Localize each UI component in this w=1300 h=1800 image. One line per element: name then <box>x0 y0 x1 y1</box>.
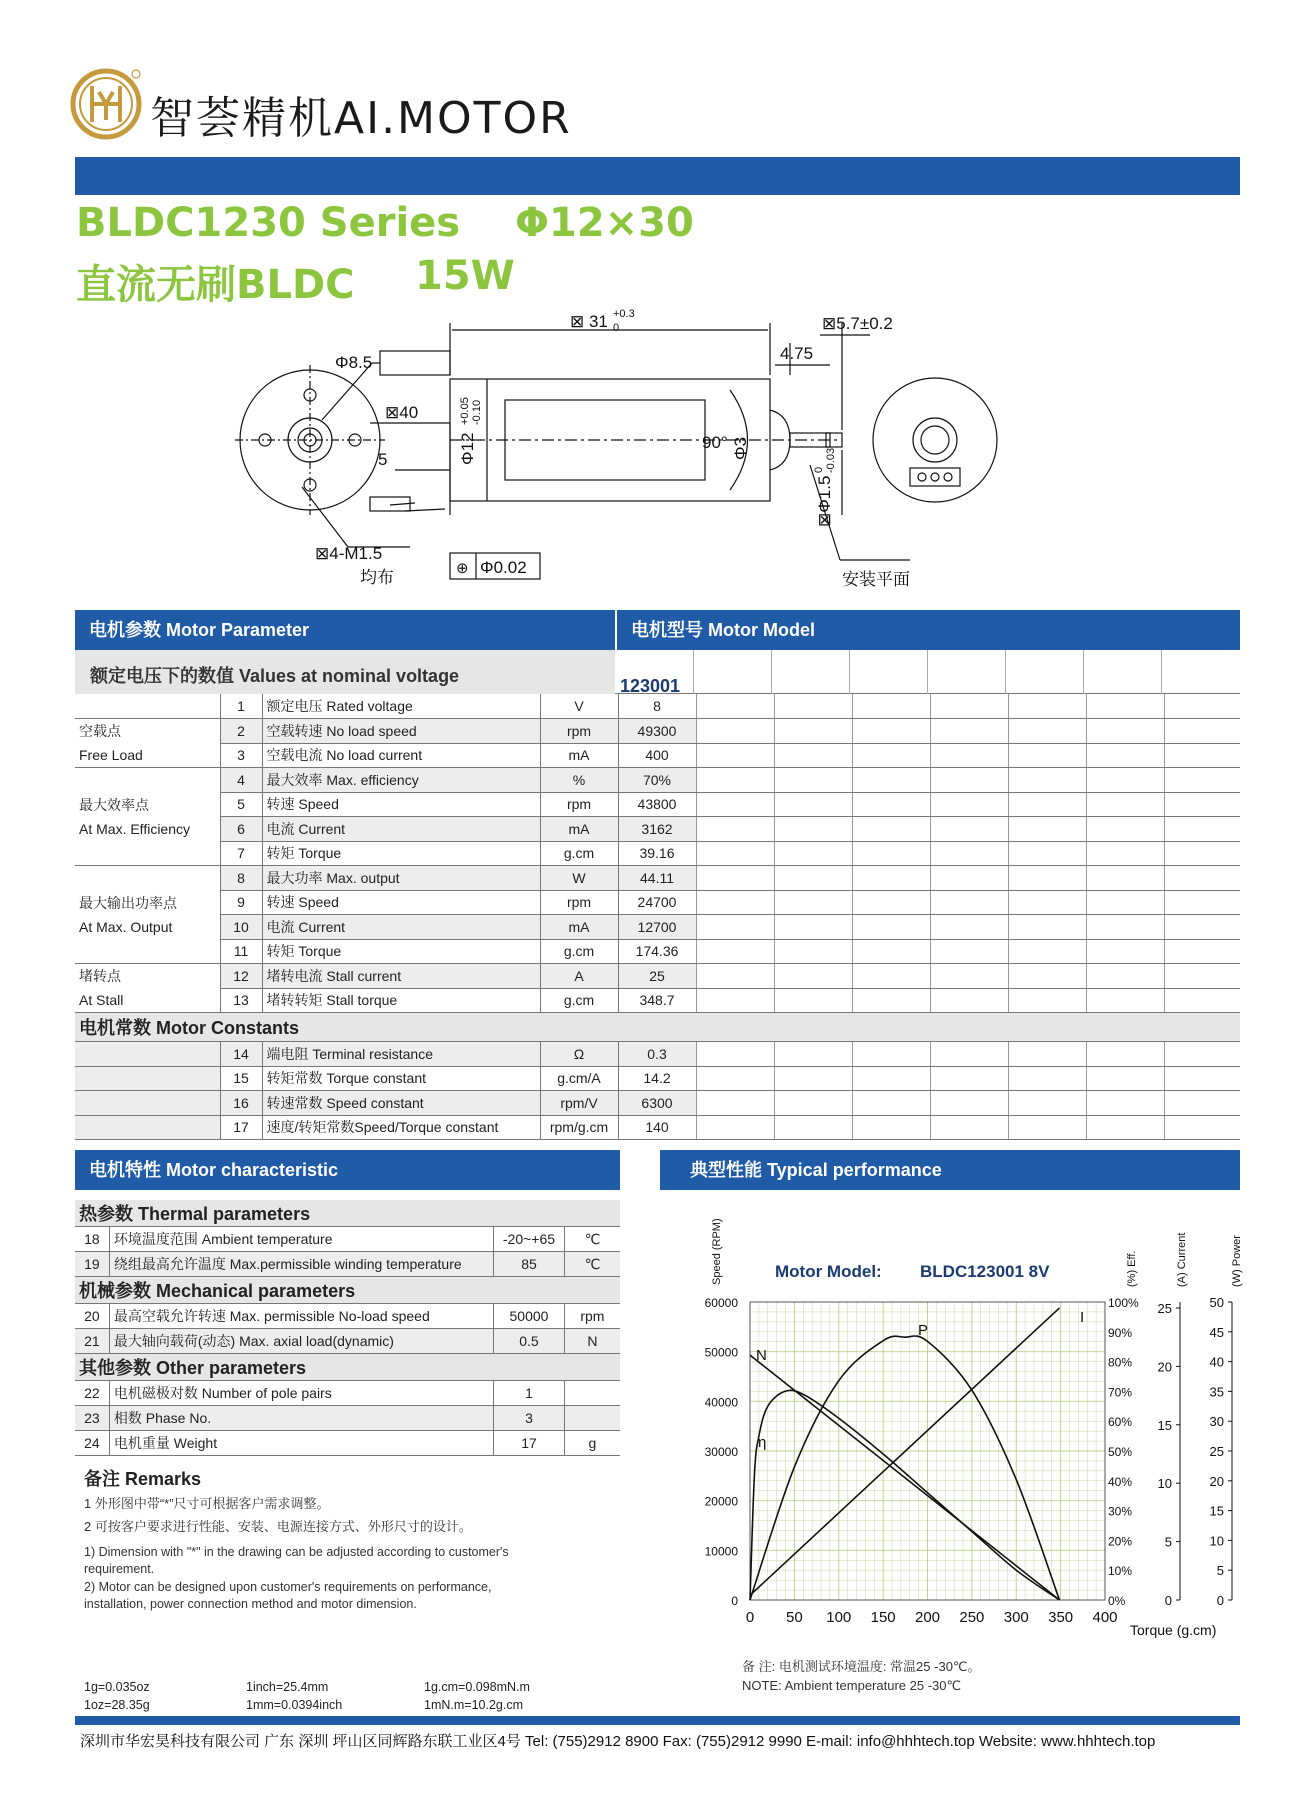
param-name: 转矩 Torque <box>262 841 540 866</box>
param-value: 39.16 <box>618 841 696 866</box>
brand-name: 智荟精机AI.MOTOR <box>150 93 572 144</box>
param-index: 5 <box>220 792 262 817</box>
power-tick-label: 35 <box>1209 1384 1224 1400</box>
dim-5: 5 <box>378 450 388 469</box>
table-row <box>75 1406 620 1431</box>
param-index: 20 <box>75 1304 109 1329</box>
param-index: 7 <box>220 841 262 866</box>
curve-label-N: N <box>756 1347 767 1364</box>
dim-475: 4.75 <box>780 344 814 363</box>
table-row <box>75 817 1240 842</box>
characteristic-head: 电机特性 Motor characteristic <box>75 1150 620 1190</box>
footer-text: 深圳市华宏昊科技有限公司 广东 深圳 坪山区同辉路东联工业区4号 Tel: (755)2912 8900 Fax: (755)2912 9990 E-mail: info@hhhtech.top Website: www.hhhtech.top <box>80 1733 1156 1750</box>
speed-tick-label: 0 <box>731 1594 738 1608</box>
power-tick-label: 45 <box>1209 1324 1224 1340</box>
param-unit: ℃ <box>564 1252 620 1277</box>
param-index: 1 <box>220 694 262 719</box>
param-unit: g.cm <box>540 988 618 1013</box>
param-name: 转速 Speed <box>262 890 540 915</box>
param-value: 400 <box>618 743 696 768</box>
param-index: 8 <box>220 866 262 891</box>
svg-text:+0.3: +0.3 <box>613 308 635 320</box>
model-header-grid <box>615 650 1240 694</box>
power-tick-label: 10 <box>1209 1533 1224 1549</box>
table-row <box>75 890 1240 915</box>
remark-line: requirement. <box>84 1562 155 1576</box>
param-unit: mA <box>540 915 618 940</box>
power-tick-label: 40 <box>1209 1354 1224 1370</box>
table-row <box>75 841 1240 866</box>
eff-tick-label: 70% <box>1108 1385 1133 1400</box>
x-tick-label: 300 <box>1003 1609 1029 1626</box>
param-name: 转速 Speed <box>262 792 540 817</box>
param-index: 23 <box>75 1406 109 1431</box>
param-value: 12700 <box>618 915 696 940</box>
table-row <box>75 694 1240 719</box>
conversion: 1mm=0.0394inch <box>246 1698 343 1712</box>
param-unit: rpm/g.cm <box>540 1115 618 1140</box>
param-unit: Ω <box>540 1042 618 1067</box>
param-value: 50000 <box>494 1304 565 1329</box>
power-tick-label: 20 <box>1209 1473 1224 1489</box>
param-value: 3 <box>494 1406 565 1431</box>
power-tick-label: 50 <box>1209 1295 1224 1310</box>
table-row <box>75 964 1240 989</box>
dim-m15: ⊠4-M1.5 <box>315 544 383 563</box>
dim-3: Φ3 <box>731 436 750 460</box>
param-index: 17 <box>220 1115 262 1140</box>
table-row <box>75 1329 620 1354</box>
param-unit: A <box>540 964 618 989</box>
param-index: 16 <box>220 1091 262 1116</box>
param-unit: rpm <box>564 1304 620 1329</box>
param-unit: rpm <box>540 792 618 817</box>
param-name: 转矩常数 Torque constant <box>262 1066 540 1091</box>
curve-I <box>750 1308 1059 1595</box>
motor-model-head: 电机型号 Motor Model <box>615 610 1240 650</box>
performance-chart <box>660 1195 1250 1645</box>
param-value: -20~+65 <box>494 1227 565 1252</box>
power-tick-label: 30 <box>1209 1414 1224 1430</box>
param-name: 空载电流 No load current <box>262 743 540 768</box>
param-unit: N <box>564 1329 620 1354</box>
conversion: 1g=0.035oz <box>84 1680 150 1694</box>
eff-tick-label: 20% <box>1108 1534 1133 1549</box>
conversion: 1g.cm=0.098mN.m <box>424 1680 530 1694</box>
param-unit: g.cm <box>540 841 618 866</box>
param-unit <box>564 1406 620 1431</box>
param-index: 24 <box>75 1431 109 1456</box>
table-row <box>75 988 1240 1013</box>
param-value: 1 <box>494 1381 565 1406</box>
param-index: 13 <box>220 988 262 1013</box>
table-row <box>75 1381 620 1406</box>
param-value: 49300 <box>618 719 696 744</box>
header-bar <box>75 157 1240 195</box>
x-tick-label: 350 <box>1048 1609 1074 1626</box>
table-row <box>75 1304 620 1329</box>
conversion: 1mN.m=10.2g.cm <box>424 1698 523 1712</box>
param-index: 10 <box>220 915 262 940</box>
motor-parameter-head: 电机参数 Motor Parameter <box>75 610 615 650</box>
curve-label-I: I <box>1080 1309 1085 1326</box>
x-tick-label: 200 <box>914 1609 941 1626</box>
param-name: 端电阻 Terminal resistance <box>262 1042 540 1067</box>
svg-text:-0.10: -0.10 <box>471 399 483 425</box>
svg-text:+0.05: +0.05 <box>459 397 471 425</box>
param-index: 2 <box>220 719 262 744</box>
eff-axis-label: (%) Eff. <box>1126 1250 1138 1287</box>
svg-text:0: 0 <box>813 466 825 473</box>
eff-tick-label: 40% <box>1108 1474 1133 1489</box>
group-label: 空载点 <box>79 723 121 739</box>
param-name: 额定电压 Rated voltage <box>262 694 540 719</box>
power-tick-label: 0 <box>1216 1593 1224 1608</box>
param-name: 堵转转矩 Stall torque <box>262 988 540 1013</box>
param-value: 25 <box>618 964 696 989</box>
param-value: 8 <box>618 694 696 719</box>
param-value: 24700 <box>618 890 696 915</box>
param-unit: g <box>564 1431 620 1456</box>
param-value: 174.36 <box>618 939 696 964</box>
characteristic-table <box>75 1200 620 1456</box>
chart-note-en: NOTE: Ambient temperature 25 -30℃ <box>742 1678 962 1693</box>
eff-tick-label: 80% <box>1108 1355 1133 1370</box>
dim-31: ⊠ 31 <box>570 312 608 331</box>
param-index: 18 <box>75 1227 109 1252</box>
power-axis-label: (W) Power <box>1231 1235 1243 1287</box>
eff-tick-label: 30% <box>1108 1504 1133 1519</box>
param-unit: V <box>540 694 618 719</box>
param-value: 14.2 <box>618 1066 696 1091</box>
param-index: 6 <box>220 817 262 842</box>
eff-tick-label: 90% <box>1108 1325 1133 1340</box>
param-name: 转速常数 Speed constant <box>262 1091 540 1116</box>
param-name: 最大功率 Max. output <box>262 866 540 891</box>
speed-tick-label: 30000 <box>704 1445 738 1459</box>
current-tick-label: 15 <box>1157 1417 1172 1433</box>
current-axis-label: (A) Current <box>1176 1232 1188 1287</box>
dim-jb: 均布 <box>360 568 394 587</box>
param-unit: rpm/V <box>540 1091 618 1116</box>
svg-text:⊕: ⊕ <box>456 560 469 577</box>
x-tick-label: 0 <box>745 1609 755 1626</box>
remark-line: installation, power connection method and motor dimension. <box>84 1597 417 1611</box>
group-label: At Max. Efficiency <box>79 820 191 837</box>
param-index: 19 <box>75 1252 109 1277</box>
param-index: 11 <box>220 939 262 964</box>
param-name: 环境温度范围 Ambient temperature <box>109 1227 493 1252</box>
param-value: 85 <box>494 1252 565 1277</box>
curve-label-eff: η <box>758 1434 767 1451</box>
param-value: 43800 <box>618 792 696 817</box>
param-index: 14 <box>220 1042 262 1067</box>
power-tick-label: 15 <box>1209 1503 1224 1519</box>
param-index: 3 <box>220 743 262 768</box>
power-tick-label: 5 <box>1216 1563 1224 1579</box>
param-index: 12 <box>220 964 262 989</box>
group-label: 最大输出功率点 <box>79 894 177 911</box>
x-tick-label: 50 <box>786 1609 803 1626</box>
conversion: 1inch=25.4mm <box>246 1680 329 1694</box>
x-tick-label: 400 <box>1092 1609 1118 1626</box>
table-row <box>75 1042 1240 1067</box>
speed-tick-label: 20000 <box>704 1494 738 1509</box>
table-row <box>75 1227 620 1252</box>
thermal-head: 热参数 Thermal parameters <box>75 1200 620 1227</box>
param-index: 9 <box>220 890 262 915</box>
param-unit: % <box>540 768 618 793</box>
param-value: 0.5 <box>494 1329 565 1354</box>
eff-tick-label: 60% <box>1108 1415 1133 1430</box>
group-label: Free Load <box>79 747 143 763</box>
chart-title-model: BLDC123001 8V <box>920 1262 1050 1281</box>
param-unit: g.cm <box>540 939 618 964</box>
param-value: 3162 <box>618 817 696 842</box>
dim-90: 90° <box>702 433 728 452</box>
speed-tick-label: 60000 <box>704 1296 738 1310</box>
param-value: 44.11 <box>618 866 696 891</box>
eff-tick-label: 0% <box>1108 1594 1126 1608</box>
chart-grid <box>750 1302 1105 1600</box>
current-tick-label: 20 <box>1157 1359 1172 1375</box>
param-name: 空载转速 No load speed <box>262 719 540 744</box>
group-label: At Max. Output <box>79 918 173 935</box>
group-label: At Stall <box>79 992 124 1008</box>
remark-line: 2 可按客户要求进行性能、安装、电源连接方式、外形尺寸的设计。 <box>84 1519 472 1534</box>
param-unit: mA <box>540 743 618 768</box>
param-unit: rpm <box>540 890 618 915</box>
motor-constants-head: 电机常数 Motor Constants <box>75 1013 1240 1042</box>
svg-text:-0.03: -0.03 <box>825 447 837 473</box>
current-tick-label: 25 <box>1157 1300 1172 1316</box>
group-label: 堵转点 <box>79 968 121 984</box>
param-unit: rpm <box>540 719 618 744</box>
x-tick-label: 100 <box>826 1609 852 1626</box>
param-value: 0.3 <box>618 1042 696 1067</box>
param-unit: ℃ <box>564 1227 620 1252</box>
dim-40: ⊠40 <box>385 403 419 422</box>
param-unit: g.cm/A <box>540 1066 618 1091</box>
dimension-drawing <box>230 308 1190 595</box>
param-value: 348.7 <box>618 988 696 1013</box>
param-name: 最大轴向载荷(动态) Max. axial load(dynamic) <box>109 1329 493 1354</box>
curve-eff <box>750 1390 1059 1600</box>
svg-text:0: 0 <box>613 322 620 334</box>
param-name: 相数 Phase No. <box>109 1406 493 1431</box>
size-title: Φ12×30 <box>515 200 694 246</box>
param-value: 6300 <box>618 1091 696 1116</box>
motor-parameter-table <box>75 694 1240 1140</box>
chart-title-label: Motor Model: <box>775 1262 882 1281</box>
param-name: 电流 Current <box>262 817 540 842</box>
table-row <box>75 768 1240 793</box>
x-tick-label: 250 <box>959 1609 985 1626</box>
param-unit <box>564 1381 620 1406</box>
power-tick-label: 25 <box>1209 1444 1224 1459</box>
chart-note-cn: 备 注: 电机测试环境温度: 常温25 -30℃。 <box>742 1659 981 1674</box>
remark-line: 2) Motor can be designed upon customer's requirements on performance, <box>84 1580 492 1594</box>
param-index: 4 <box>220 768 262 793</box>
param-name: 速度/转矩常数Speed/Torque constant <box>262 1115 540 1140</box>
table-row <box>75 743 1240 768</box>
speed-tick-label: 40000 <box>704 1395 738 1410</box>
power-title: 15W <box>415 253 515 299</box>
mechanical-head: 机械参数 Mechanical parameters <box>75 1277 620 1304</box>
param-name: 最大效率 Max. efficiency <box>262 768 540 793</box>
param-name: 电流 Current <box>262 915 540 940</box>
param-unit: mA <box>540 817 618 842</box>
dim-57: ⊠5.7±0.2 <box>822 314 893 333</box>
param-name: 堵转电流 Stall current <box>262 964 540 989</box>
param-index: 15 <box>220 1066 262 1091</box>
remarks-head: 备注 Remarks <box>84 1469 202 1489</box>
group-label: 最大效率点 <box>79 796 149 813</box>
table-row <box>75 915 1240 940</box>
table-row <box>75 939 1240 964</box>
current-tick-label: 0 <box>1164 1593 1172 1608</box>
series-title: BLDC1230 Series <box>76 200 461 246</box>
dim-15: ⊠Φ1.5 <box>815 475 834 527</box>
param-unit: W <box>540 866 618 891</box>
x-tick-label: 150 <box>870 1609 896 1626</box>
dim-85: Φ8.5 <box>335 353 373 372</box>
nominal-label: 额定电压下的数值 Values at nominal voltage <box>90 666 460 686</box>
x-axis-label: Torque (g.cm) <box>1130 1622 1217 1638</box>
table-row <box>75 792 1240 817</box>
current-tick-label: 5 <box>1164 1534 1172 1550</box>
brand-logo <box>70 68 142 140</box>
curve-label-P: P <box>918 1322 929 1339</box>
remark-line: 1) Dimension with "*" in the drawing can be adjusted according to customer's <box>84 1545 509 1559</box>
speed-axis-label: Speed (RPM) <box>711 1218 723 1285</box>
eff-tick-label: 10% <box>1108 1564 1133 1579</box>
param-index: 22 <box>75 1381 109 1406</box>
other-head: 其他参数 Other parameters <box>75 1354 620 1381</box>
param-index: 21 <box>75 1329 109 1354</box>
model-code: 123001 <box>620 676 681 696</box>
dim-002: Φ0.02 <box>480 558 527 577</box>
speed-tick-label: 50000 <box>704 1345 738 1360</box>
eff-tick-label: 100% <box>1108 1296 1139 1310</box>
table-row <box>75 1252 620 1277</box>
conversion: 1oz=28.35g <box>84 1698 150 1712</box>
table-row <box>75 1115 1240 1140</box>
remark-line: 1 外形图中带“*”尺寸可根据客户需求调整。 <box>84 1496 330 1511</box>
typical-head: 典型性能 Typical performance <box>660 1150 1240 1190</box>
param-name: 电机重量 Weight <box>109 1431 493 1456</box>
table-row <box>75 1091 1240 1116</box>
dim-12: Φ12 <box>458 432 477 465</box>
table-row <box>75 866 1240 891</box>
table-row <box>75 1066 1240 1091</box>
param-value: 70% <box>618 768 696 793</box>
param-value: 140 <box>618 1115 696 1140</box>
param-name: 绕组最高允许温度 Max.permissible winding temperature <box>109 1252 493 1277</box>
eff-tick-label: 50% <box>1108 1445 1133 1459</box>
param-name: 最高空载允许转速 Max. permissible No-load speed <box>109 1304 493 1329</box>
param-name: 电机磁极对数 Number of pole pairs <box>109 1381 493 1406</box>
type-title: 直流无刷BLDC <box>76 262 355 308</box>
current-tick-label: 10 <box>1157 1476 1172 1492</box>
table-row <box>75 1431 620 1456</box>
param-name: 转矩 Torque <box>262 939 540 964</box>
speed-tick-label: 10000 <box>704 1544 738 1559</box>
footer-bar <box>75 1716 1240 1725</box>
table-row <box>75 719 1240 744</box>
flat-label: 安装平面 <box>842 570 910 589</box>
param-value: 17 <box>494 1431 565 1456</box>
